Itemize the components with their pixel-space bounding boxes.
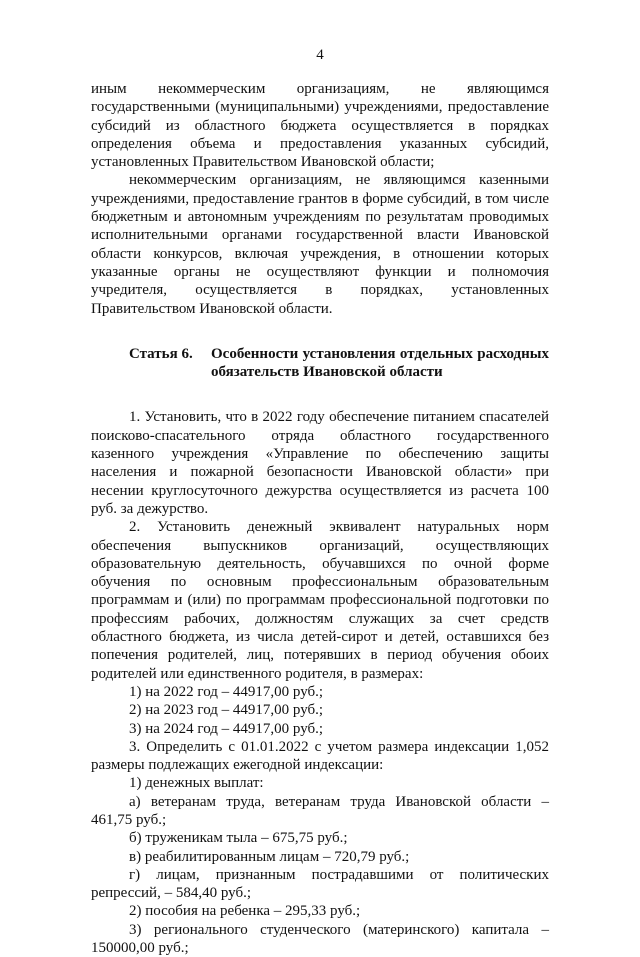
paragraph-top-1: иным некоммерческим организациям, не являющимся государственными (муниципальными) учреждениями, предоставление субсидий из областного бюджета осуществляется в порядках определения объема и предоставления указанных субсидий, установленных Правительством Ивановской области;: [91, 81, 549, 171]
list-item-rehabilitated: в) реабилитированным лицам – 720,79 руб.;: [129, 848, 410, 865]
list-item-2022: 1) на 2022 год – 44917,00 руб.;: [129, 683, 324, 700]
article-number: Статья 6.: [129, 345, 193, 362]
article-title-line1: Особенности установления отдельных расходных: [211, 345, 549, 362]
list-item-repressions: г) лицам, признанным пострадавшими от политических репрессий, – 584,40 руб.;: [91, 866, 549, 902]
article-title-line2: обязательств Ивановской области: [211, 364, 443, 381]
list-item-child-benefit: 2) пособия на ребенка – 295,33 руб.;: [129, 903, 361, 920]
paragraph-1: 1. Установить, что в 2022 году обеспечение питанием спасателей поисково-спасательного отряда областного государственного казенного учреждения «Управление по обеспечению защиты населения и пожарной безопасности Ивановской области» при несении круглосуточного дежурства осуществляется из расчета 100 руб. за дежурство.: [91, 409, 549, 517]
document-body: [91, 80, 549, 957]
paragraph-3: 3. Определить с 01.01.2022 с учетом размера индексации 1,052 размеры подлежащих ежегодной индексации:: [91, 738, 549, 774]
paragraph-top-2: некоммерческим организациям, не являющимся казенными учреждениями, предоставление грантов в форме субсидий, в том числе бюджетным и автономным учреждениям по результатам проводимых исполнительными органами государственной власти Ивановской области конкурсов, включая учреждения, в отношении которых указанные органы не осуществляют функции и полномочия учредителя, осуществляется в порядках, установленных Правительством Ивановской области.: [91, 172, 549, 317]
list-item-home-front: б) труженикам тыла – 675,75 руб.;: [129, 830, 348, 847]
article-title: [211, 345, 549, 382]
paragraph-2: 2. Установить денежный эквивалент натуральных норм обеспечения выпускников организаций, осуществляющих образовательную деятельность, обучавшихся по очной форме обучения по основным профессиональным образовательным программам и (или) по программам профессиональной подготовки по профессиям рабочих, должностям служащих за счет средств областного бюджета, из числа детей-сирот и детей, оставшихся без попечения родителей, лиц, потерявших в период обучения обоих родителей или единственного родителя, в размерах:: [91, 519, 549, 682]
article-heading: [91, 345, 549, 382]
list-item-payments: 1) денежных выплат:: [129, 775, 264, 792]
page-number: 4: [316, 47, 324, 63]
list-item-student-capital: 3) регионального студенческого (материнского) капитала – 150000,00 руб.;: [91, 921, 549, 957]
list-item-2023: 2) на 2023 год – 44917,00 руб.;: [129, 702, 324, 719]
list-item-veterans: а) ветеранам труда, ветеранам труда Ивановской области – 461,75 руб.;: [91, 793, 549, 828]
list-item-2024: 3) на 2024 год – 44917,00 руб.;: [129, 720, 324, 737]
